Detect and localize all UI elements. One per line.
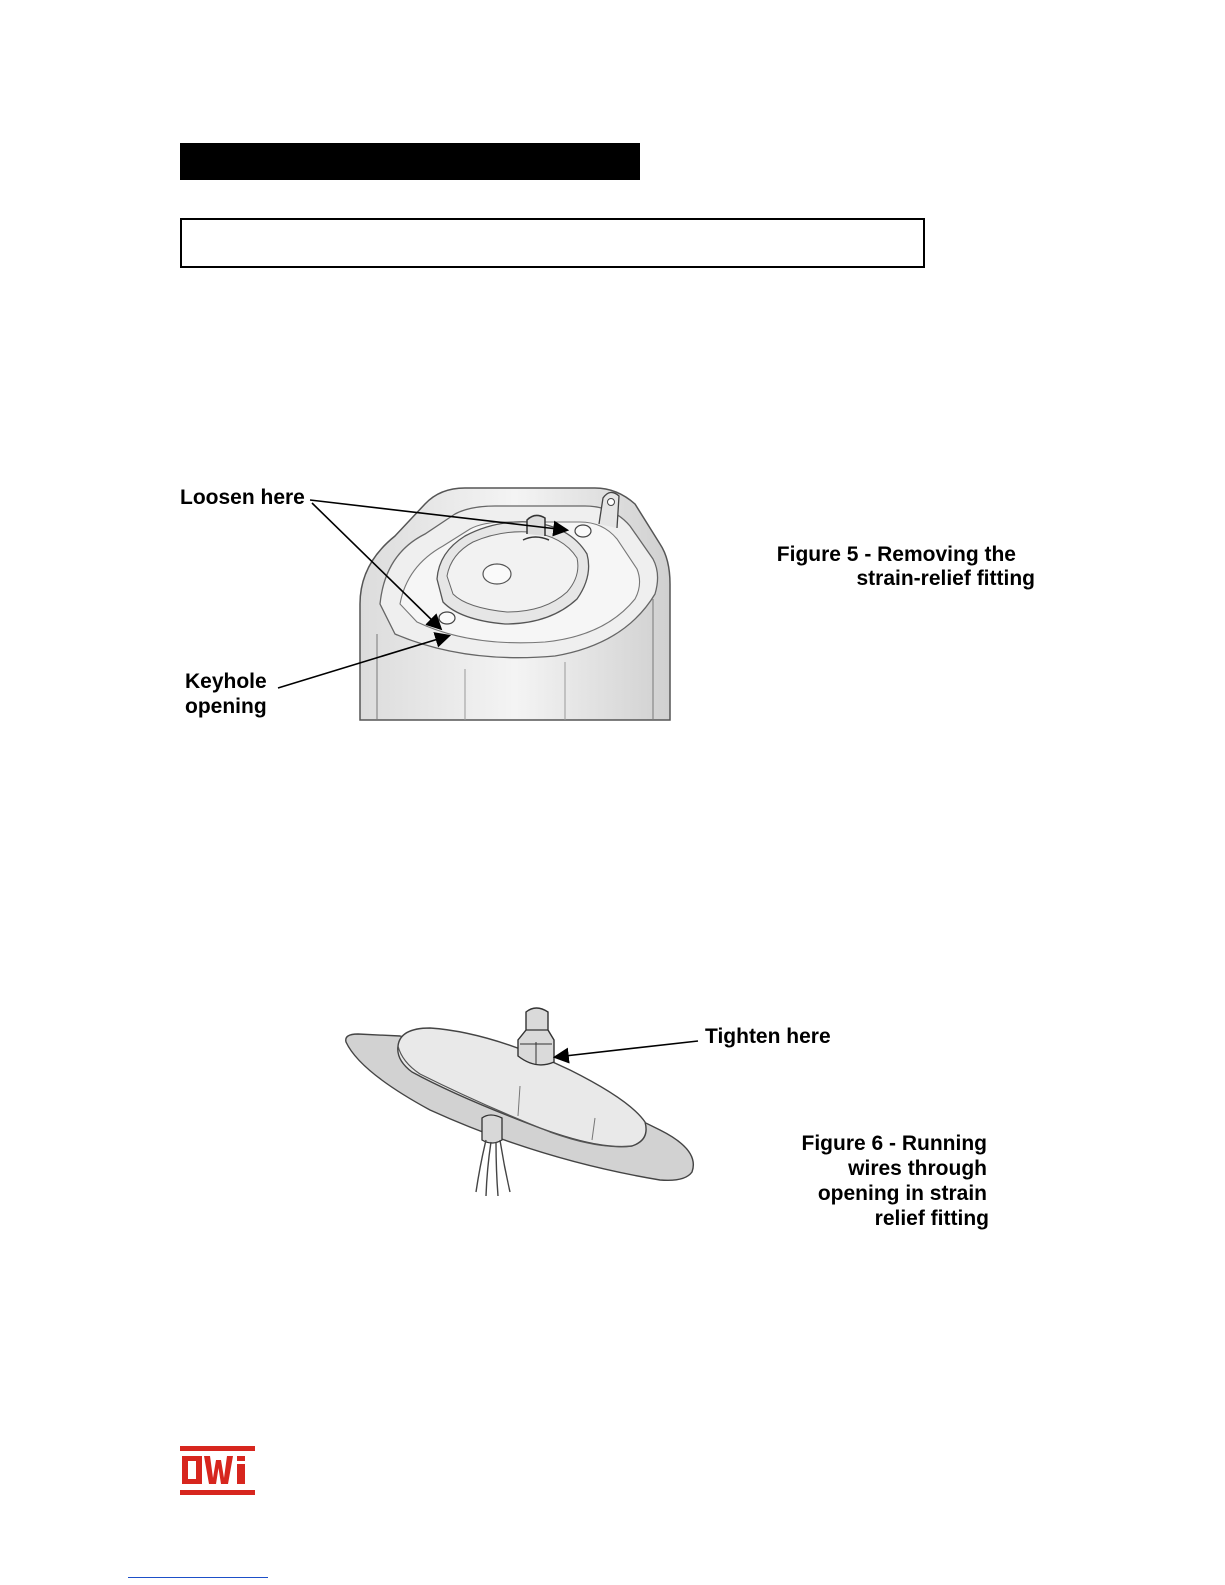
callout-keyhole-line1: Keyhole — [185, 670, 267, 693]
figure-6-caption-line1: Figure 6 - Running — [801, 1132, 987, 1155]
figure-5-caption-line2: strain-relief fitting — [856, 567, 1035, 590]
figure-6-callout-arrow — [0, 1000, 1225, 1100]
figure-5-caption-line1: Figure 5 - Removing the — [776, 543, 1016, 566]
footer-link-underline — [128, 1577, 268, 1578]
owi-logo — [180, 1446, 255, 1496]
figure-6-caption-line2: wires through — [848, 1157, 987, 1180]
figure-6-caption-line4: relief fitting — [874, 1207, 989, 1230]
callout-tighten-here: Tighten here — [705, 1025, 831, 1048]
figure-5-callout-arrows — [0, 0, 1225, 760]
callout-keyhole-line2: opening — [185, 695, 267, 718]
figure-6-caption-line3: opening in strain — [817, 1182, 987, 1205]
callout-loosen-here: Loosen here — [180, 486, 305, 509]
